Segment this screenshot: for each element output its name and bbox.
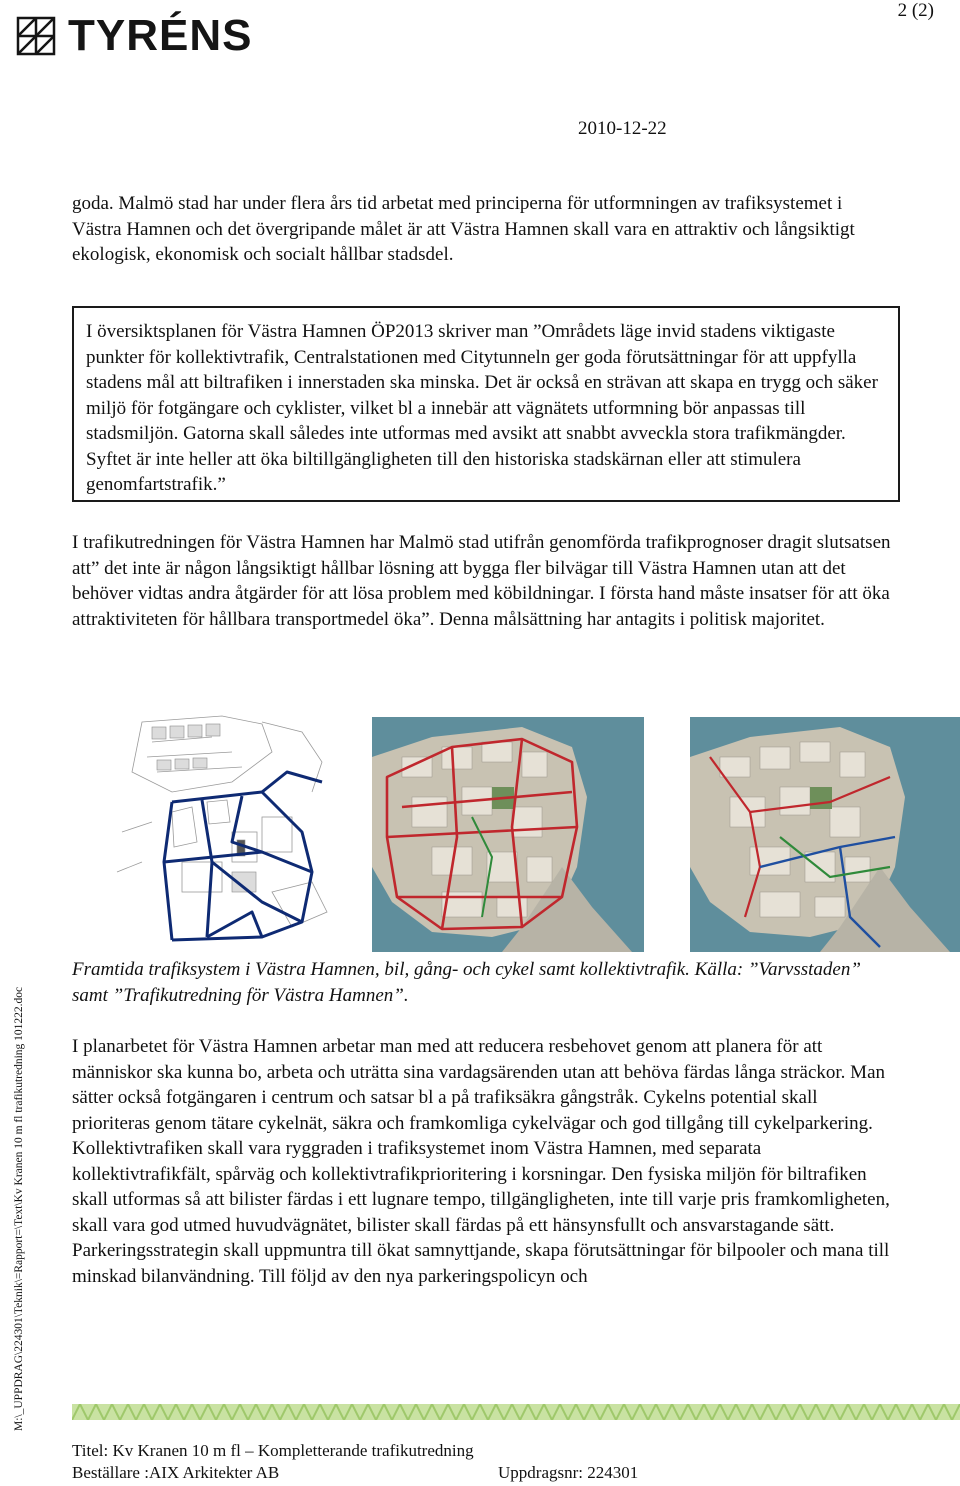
document-date: 2010-12-22 (578, 118, 667, 139)
footer-assignment-number: Uppdragsnr: 224301 (498, 1463, 639, 1482)
quote-box (72, 306, 900, 502)
traffic-paragraph: I trafikutredningen för Västra Hamnen har Malmö stad utifrån genomförda trafikprognoser dragit slutsatsen att” det inte är någon långsiktigt hållbar lösning att bygga fler bilvägar till Västra Hamnen utan att det behöver vidtas andra åtgärder för att lösa problem med köbildningar. I första hand måste insatser för att öka attraktiviteten för hållbara transportmedel öka”. Denna målsättning har antagits i politisk majoritet. (72, 532, 891, 630)
intro-paragraph: goda. Malmö stad har under flera års tid arbetat med principerna för utformningen av trafiksystemet i Västra Hamnen och det övergripande målet är att Västra Hamnen skall vara en attraktiv och långsiktigt ekologisk, ekonomisk och socialt hållbar stadsdel. (72, 193, 855, 265)
tyrens-logo-icon (16, 16, 56, 56)
figure-caption: Framtida trafiksystem i Västra Hamnen, bil, gång- och cykel samt kollektivtrafik. Källa: ”Varvsstaden” samt ”Trafikutredning för Västra Hamnen”. (72, 959, 861, 1006)
transit-map (690, 717, 960, 952)
footer-decorative-band (72, 1404, 960, 1420)
footer-client: Beställare :AIX Arkitekter AB (72, 1463, 280, 1482)
page-number: 2 (2) (897, 0, 934, 21)
quote-text: I översiktsplanen för Västra Hamnen ÖP2013 skriver man ”Områdets läge invid stadens viktigaste punkter för kollektivtrafik, Centralstationen med Citytunneln ger goda förutsättningar för att uppfylla stadens mål att biltrafiken i innerstaden ska minska. Det är också en strävan att skapa en trygg och säker miljö för fotgängare och cyklister, vilket bl a innebär att vägnätets utformning bör anpassas till stadsmiljön. Gatorna skall således inte utformas med avsikt att snabbt avveckla stora trafikmängder. Syftet är inte heller att öka biltillgängligheten till den historiska stadskärnan eller att stimulera genomfartstrafik.” (86, 321, 878, 495)
file-path: M:\_UPPDRAG\224301\Teknik\=Rapport=\Text\Kv Kranen 10 m fl trafikutredning 101222.doc (13, 986, 25, 1431)
footer-title: Titel: Kv Kranen 10 m fl – Kompletterande trafikutredning (72, 1441, 474, 1460)
planning-paragraph: I planarbetet för Västra Hamnen arbetar man med att reducera resbehovet genom att planera för att människor ska kunna bo, arbeta och uträtta sina vardagsärenden utan att behöva färdas långa sträckor. Man sätter också fotgängaren i centrum och satsar bl a på trafiksäkra gångstråk. Cykelns potential skall prioriteras genom tätare cykelnät, säkra och framkomliga cykelvägar och god tillgång till cykelparkering. Kollektivtrafiken skall vara ryggraden i trafiksystemet inom Västra Hamnen, med separata kollektivtrafikfält, spårväg och kollektivtrafikprioritering i korsningar. Den fysiska miljön för biltrafiken skall utformas så att bilister färdas i ett lugnare tempo, tillgängligheten, inte till varje pris framkomligheten, skall vara god utmed huvudvägnätet, bilister skall färdas på ett hänsynsfullt och ansvarstagande sätt. Parkeringsstrategin skall uppmuntra till ökat samnyttjande, skapa förutsättningar för bilpooler och mana till minskad bilanvändning. Till följd av den nya parkeringspolicyn och (72, 1036, 890, 1287)
walk-cycle-map (372, 717, 644, 952)
car-traffic-map (112, 712, 342, 947)
logo-wordmark: TYRÉNS (68, 11, 253, 60)
tyrens-logo (16, 11, 253, 60)
